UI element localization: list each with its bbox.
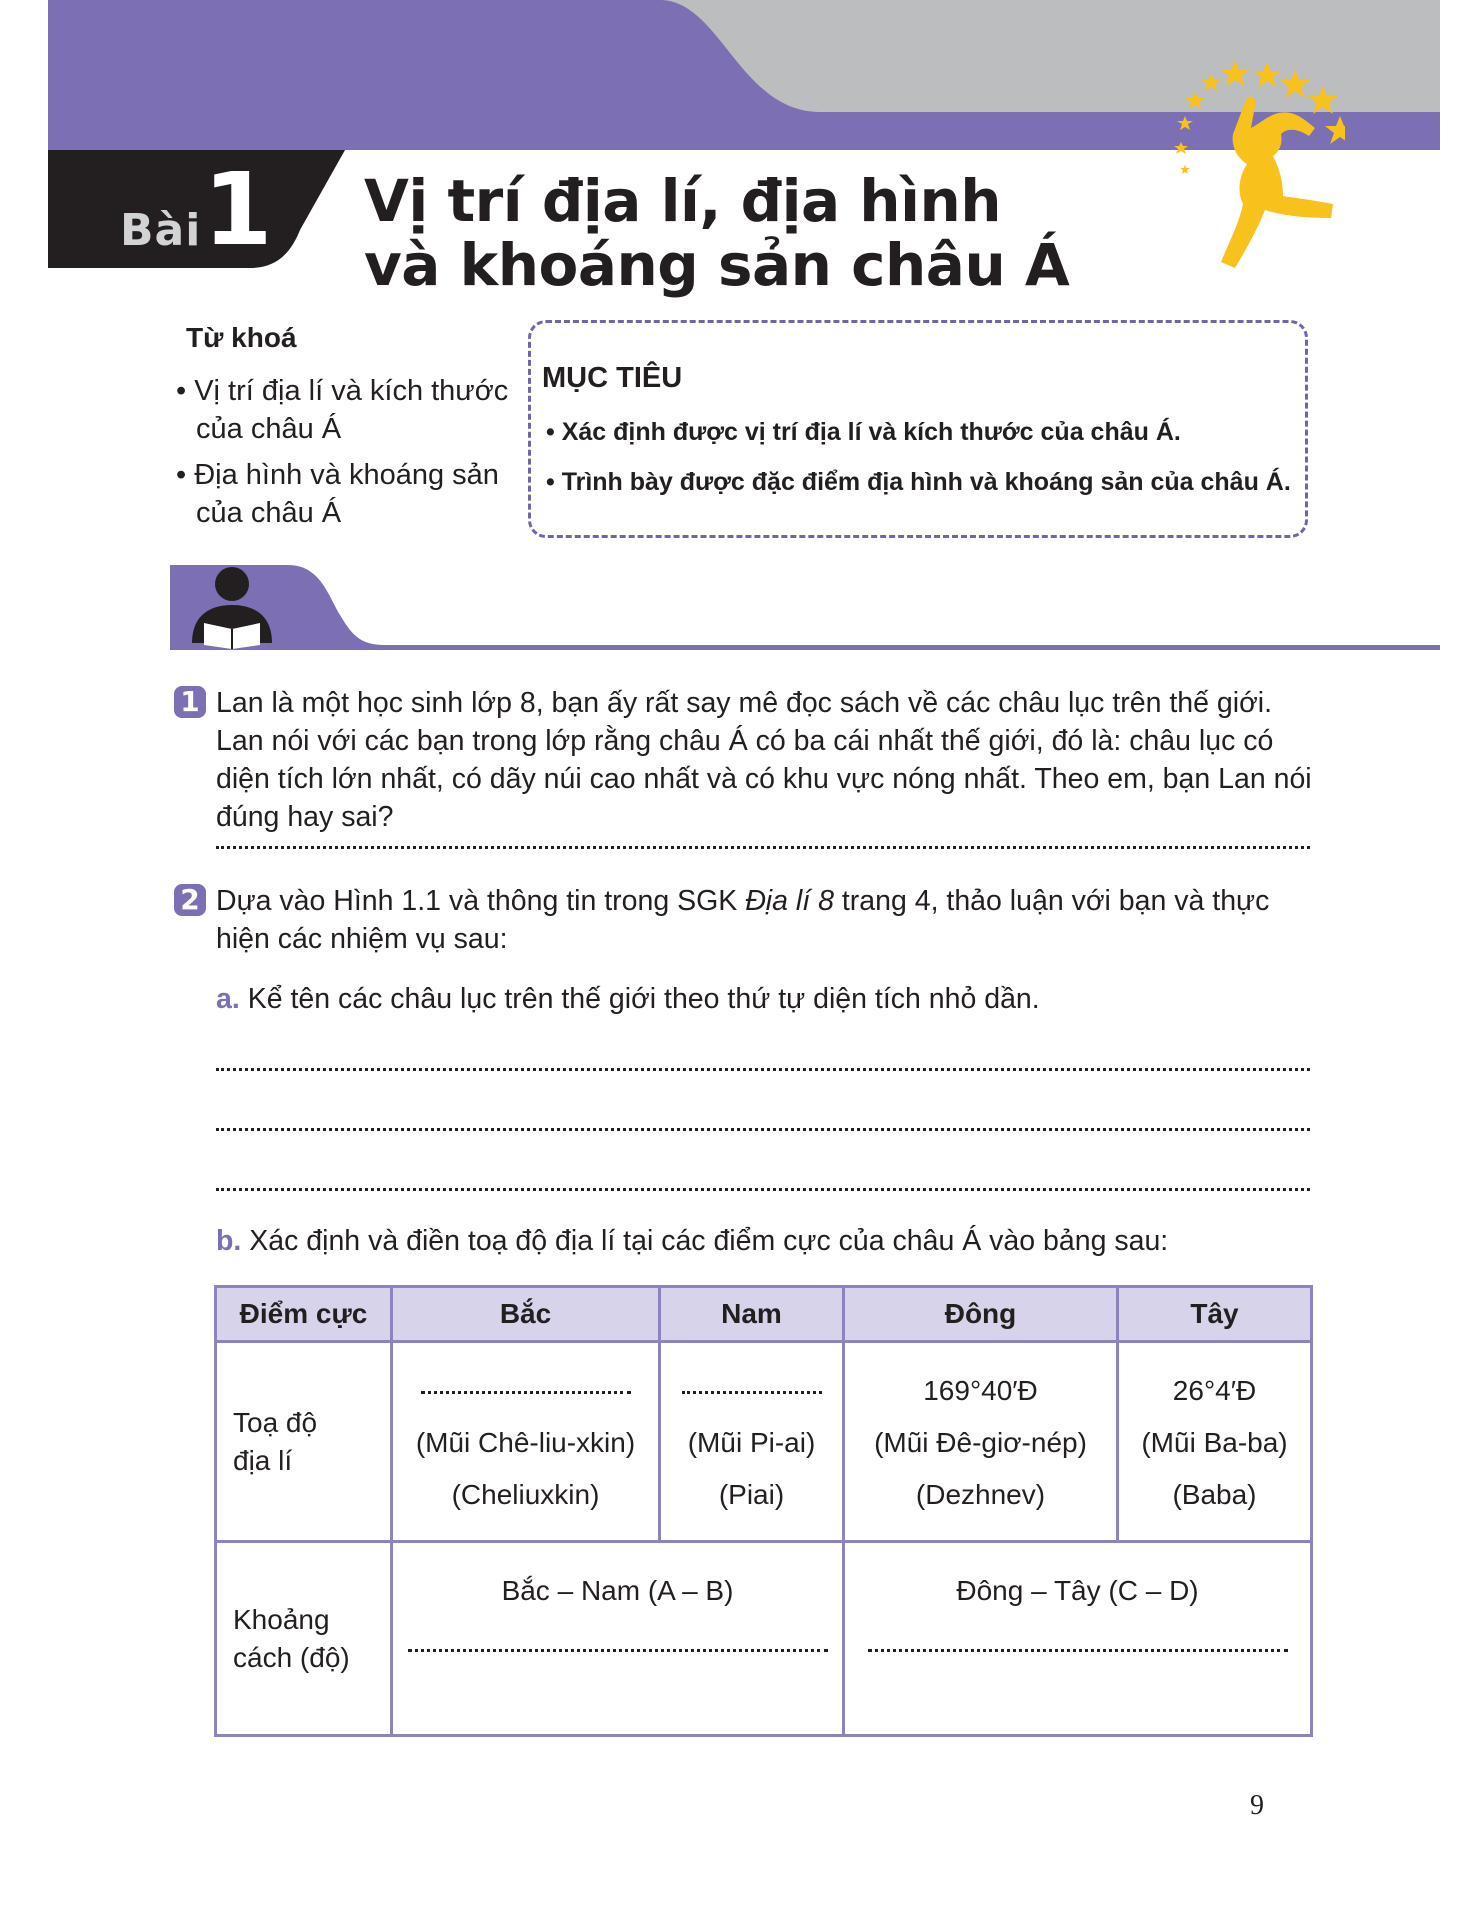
extreme-points-table — [214, 1285, 1313, 1737]
lesson-title-line1: Vị trí địa lí, địa hình — [364, 167, 1002, 235]
question-number-badge: 1 — [174, 686, 206, 718]
lesson-title-line2: và khoáng sản châu Á — [364, 231, 1070, 299]
table-header: Đông — [844, 1287, 1118, 1342]
table-header-row — [216, 1287, 1312, 1342]
west-point-cell: 26°4′Đ (Mũi Ba-ba) (Baba) — [1118, 1342, 1312, 1542]
table-header: Nam — [660, 1287, 844, 1342]
table-row — [216, 1342, 1312, 1542]
row-label-distance: Khoảng cách (độ) — [216, 1542, 392, 1736]
east-point-cell: 169°40′Đ (Mũi Đê-giơ-nép) (Dezhnev) — [844, 1342, 1118, 1542]
table-header: Bắc — [392, 1287, 660, 1342]
table-row — [216, 1542, 1312, 1736]
question-2-text: Dựa vào Hình 1.1 và thông tin trong SGK Địa lí 8 trang 4, thảo luận với bạn và thực hiện các nhiệm vụ sau: — [216, 885, 1270, 955]
south-point-cell: (Mũi Pi-ai) (Piai) — [660, 1342, 844, 1542]
answer-line[interactable] — [216, 1128, 1310, 1131]
question-1-text: Lan là một học sinh lớp 8, bạn ấy rất say mê đọc sách về các châu lục trên thế giới. Lan nói với các bạn trong lớp rằng châu Á có ba cái nhất thế giới, đó là: châu lục có diện tích lớn nhất, có dãy núi cao nhất và có khu vực nóng nhất. Theo em, bạn Lan nói đúng hay sai? — [216, 687, 1312, 833]
keywords-title: Từ khoá — [186, 322, 297, 353]
page-number: 9 — [1250, 1790, 1264, 1821]
east-west-distance-cell: Đông – Tây (C – D) — [844, 1542, 1312, 1736]
east-west-distance-input[interactable] — [868, 1631, 1288, 1652]
lesson-label: Bài — [120, 205, 202, 256]
lesson-number: 1 — [203, 151, 273, 268]
task-b-label: b. — [216, 1225, 242, 1257]
table-header: Điểm cực — [216, 1287, 392, 1342]
row-label-coordinates: Toạ độ địa lí — [216, 1342, 392, 1542]
answer-line[interactable] — [216, 1188, 1310, 1191]
table-header: Tây — [1118, 1287, 1312, 1342]
north-south-distance-input[interactable] — [408, 1631, 828, 1652]
keyword-item: • Địa hình và khoáng sản của châu Á — [176, 459, 499, 529]
north-point-cell: (Mũi Chê-liu-xkin) (Cheliuxkin) — [392, 1342, 660, 1542]
task-a-label: a. — [216, 983, 240, 1015]
north-south-distance-cell: Bắc – Nam (A – B) — [392, 1542, 844, 1736]
objective-item: • Trình bày được đặc điểm địa hình và khoáng sản của châu Á. — [546, 468, 1291, 496]
question-number-badge: 2 — [174, 884, 206, 916]
keyword-item: • Vị trí địa lí và kích thước của châu Á — [176, 375, 509, 445]
jumping-person-stars-icon — [1155, 58, 1345, 278]
task-a: a. Kể tên các châu lục trên thế giới theo thứ tự diện tích nhỏ dần. — [216, 983, 1040, 1015]
reading-section-banner — [170, 565, 1440, 655]
south-coordinate-input[interactable] — [682, 1373, 822, 1394]
north-coordinate-input[interactable] — [421, 1373, 631, 1394]
task-b: b. Xác định và điền toạ độ địa lí tại các điểm cực của châu Á vào bảng sau: — [216, 1225, 1169, 1257]
objective-item: • Xác định được vị trí địa lí và kích thước của châu Á. — [546, 418, 1181, 446]
answer-line[interactable] — [216, 846, 1310, 849]
answer-line[interactable] — [216, 1068, 1310, 1071]
objectives-title: MỤC TIÊU — [542, 362, 683, 394]
